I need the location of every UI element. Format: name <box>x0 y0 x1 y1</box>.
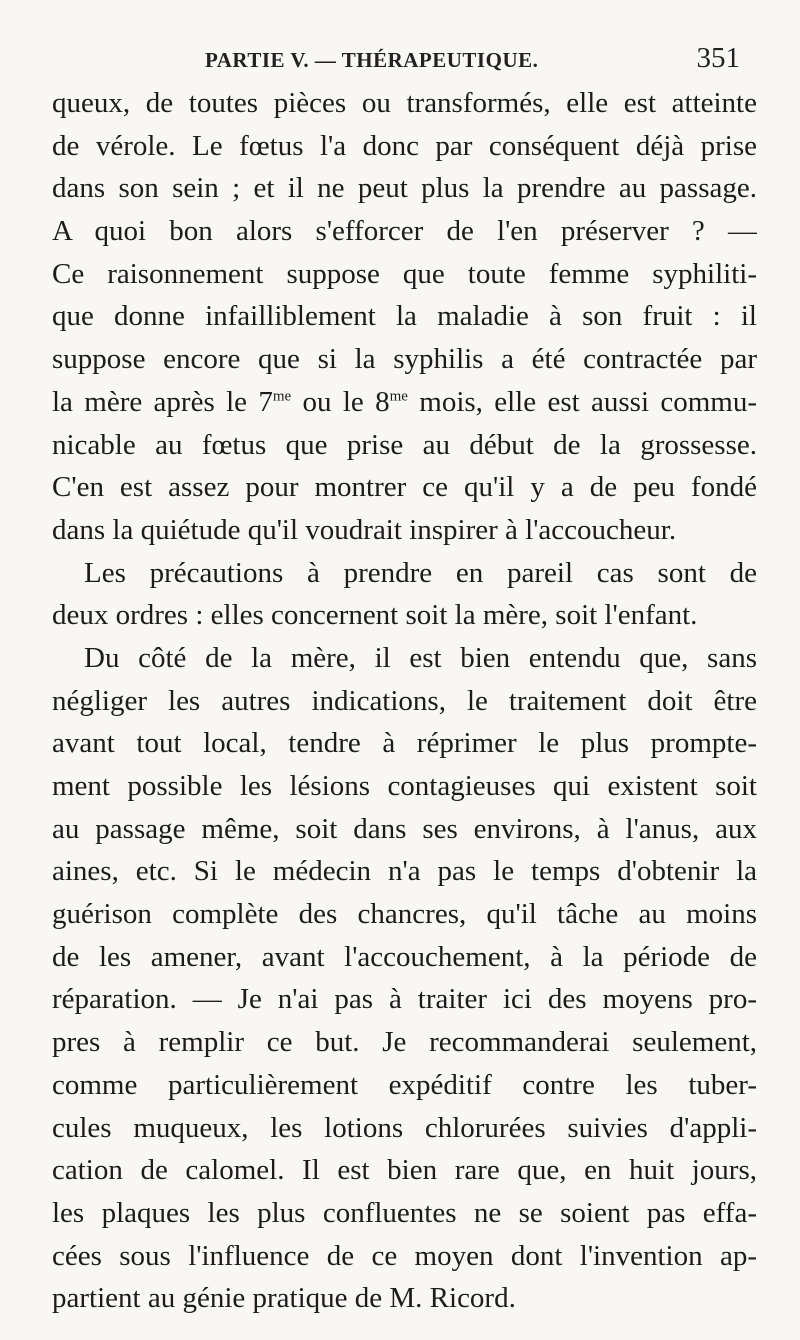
text-fragment: ou le 8 <box>291 385 390 418</box>
text-line: cules muqueux, les lotions chlorurées suivies d'appli- <box>52 1111 757 1144</box>
text-line: comme particulièrement expéditif contre les tuber- <box>52 1068 757 1101</box>
body-text <box>52 82 757 1320</box>
text-line: de vérole. Le fœtus l'a donc par conséquent déjà prise <box>52 129 757 162</box>
text-line: ment possible les lésions contagieuses qui existent soit <box>52 770 757 802</box>
text-line: A quoi bon alors s'efforcer de l'en préserver ? — <box>52 215 757 248</box>
text-line: Les précautions à prendre en pareil cas sont de <box>84 556 757 589</box>
text-line: réparation. — Je n'ai pas à traiter ici des moyens pro- <box>52 983 757 1016</box>
text-line: deux ordres : elles concernent soit la mère, soit l'enfant. <box>52 599 698 632</box>
text-line: cation de calomel. Il est bien rare que, en huit jours, <box>52 1154 757 1187</box>
page-number: 351 <box>696 42 740 74</box>
running-head: PARTIE V. — THÉRAPEUTIQUE. <box>205 48 539 72</box>
text-fragment: la mère après le 7 <box>52 385 273 418</box>
text-line: dans la quiétude qu'il voudrait inspirer à l'accoucheur. <box>52 513 677 546</box>
text-line: de les amener, avant l'accouchement, à la période de <box>52 940 757 973</box>
text-line: cées sous l'influence de ce moyen dont l'invention ap- <box>52 1239 757 1272</box>
text-line: aines, etc. Si le médecin n'a pas le temps d'obtenir la <box>52 855 757 888</box>
text-line: négliger les autres indications, le traitement doit être <box>52 684 757 717</box>
text-line: nicable au fœtus que prise au début de la grossesse. <box>52 428 757 461</box>
text-line <box>52 381 757 424</box>
page-header <box>70 44 740 80</box>
superscript: me <box>389 388 408 405</box>
text-line: dans son sein ; et il ne peut plus la prendre au passage. <box>52 172 757 205</box>
text-line: les plaques les plus confluentes ne se soient pas effa- <box>52 1196 757 1229</box>
text-line: C'en est assez pour montrer ce qu'il y a de peu fondé <box>52 471 757 504</box>
text-line: Du côté de la mère, il est bien entendu que, sans <box>84 641 757 674</box>
text-line: queux, de toutes pièces ou transformés, elle est atteinte <box>52 87 757 119</box>
text-line: que donne infailliblement la maladie à son fruit : il <box>52 300 757 333</box>
text-line: guérison complète des chancres, qu'il tâche au moins <box>52 898 757 931</box>
text-fragment: mois, elle est aussi commu- <box>407 385 757 418</box>
text-line: suppose encore que si la syphilis a été contractée par <box>52 343 757 376</box>
text-line: au passage même, soit dans ses environs, à l'anus, aux <box>52 812 757 845</box>
text-line: Ce raisonnement suppose que toute femme syphiliti- <box>52 257 757 290</box>
superscript: me <box>272 388 292 405</box>
text-line: pres à remplir ce but. Je recommanderai seulement, <box>52 1026 757 1059</box>
text-line: partient au génie pratique de M. Ricord. <box>52 1282 516 1315</box>
text-line: avant tout local, tendre à réprimer le plus prompte- <box>52 727 757 760</box>
